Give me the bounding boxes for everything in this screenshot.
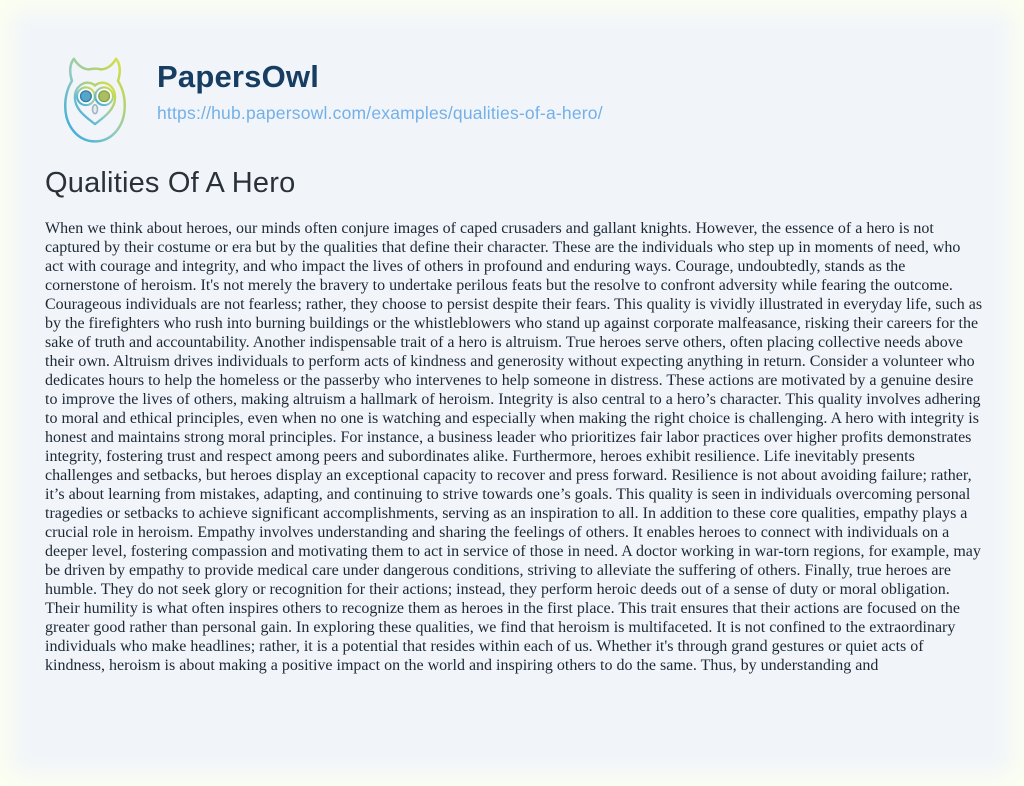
site-header (47, 54, 603, 150)
header-text-block (157, 54, 603, 124)
article-body: When we think about heroes, our minds often conjure images of caped crusaders and gallant knights. However, the essence of a hero is not captured by their costume or era but by the qualities that define their character. These are the individuals who step up in moments of need, who act with courage and integrity, and who impact the lives of others in profound and enduring ways. Courage, undoubtedly, stands as the cornerstone of heroism. It's not merely the bravery to undertake perilous feats but the resolve to confront adversity while fearing the outcome. Courageous individuals are not fearless; rather, they choose to persist despite their fears. This quality is vividly illustrated in everyday life, such as by the firefighters who rush into burning buildings or the whistleblowers who stand up against corporate malfeasance, risking their careers for the sake of truth and accountability. Another indispensable trait of a hero is altruism. True heroes serve others, often placing collective needs above their own. Altruism drives individuals to perform acts of kindness and generosity without expecting anything in return. Consider a volunteer who dedicates hours to help the homeless or the passerby who intervenes to help someone in distress. These actions are motivated by a genuine desire to improve the lives of others, making altruism a hallmark of heroism. Integrity is also central to a hero’s character. This quality involves adhering to moral and ethical principles, even when no one is watching and especially when making the right choice is challenging. A hero with integrity is honest and maintains strong moral principles. For instance, a business leader who prioritizes fair labor practices over higher profits demonstrates integrity, fostering trust and respect among peers and subordinates alike. Furthermore, heroes exhibit resilience. Life inevitably presents challenges and setbacks, but heroes display an exceptional capacity to recover and press forward. Resilience is not about avoiding failure; rather, it’s about learning from mistakes, adapting, and continuing to strive towards one’s goals. This quality is seen in individuals overcoming personal tragedies or setbacks to achieve significant accomplishments, serving as an inspiration to all. In addition to these core qualities, empathy plays a crucial role in heroism. Empathy involves understanding and sharing the feelings of others. It enables heroes to connect with individuals on a deeper level, fostering compassion and motivating them to act in service of those in need. A doctor working in war-torn regions, for example, may be driven by empathy to provide medical care under dangerous conditions, striving to alleviate the suffering of others. Finally, true heroes are humble. They do not seek glory or recognition for their actions; instead, they perform heroic deeds out of a sense of duty or moral obligation. Their humility is what often inspires others to recognize them as heroes in the first place. This trait ensures that their actions are focused on the greater good rather than personal gain. In exploring these qualities, we find that heroism is multifaceted. It is not confined to the extraordinary individuals who make headlines; rather, it is a potential that resides within each of us. Whether it's through grand gestures or quiet acts of kindness, heroism is about making a positive impact on the world and inspiring others to do the same. Thus, by understanding and (45, 220, 983, 674)
source-url-link[interactable]: https://hub.papersowl.com/examples/qualities-of-a-hero/ (157, 103, 603, 124)
papersowl-owl-icon (47, 54, 143, 150)
brand-name: PapersOwl (157, 59, 320, 94)
page-title: Qualities Of A Hero (45, 167, 296, 199)
